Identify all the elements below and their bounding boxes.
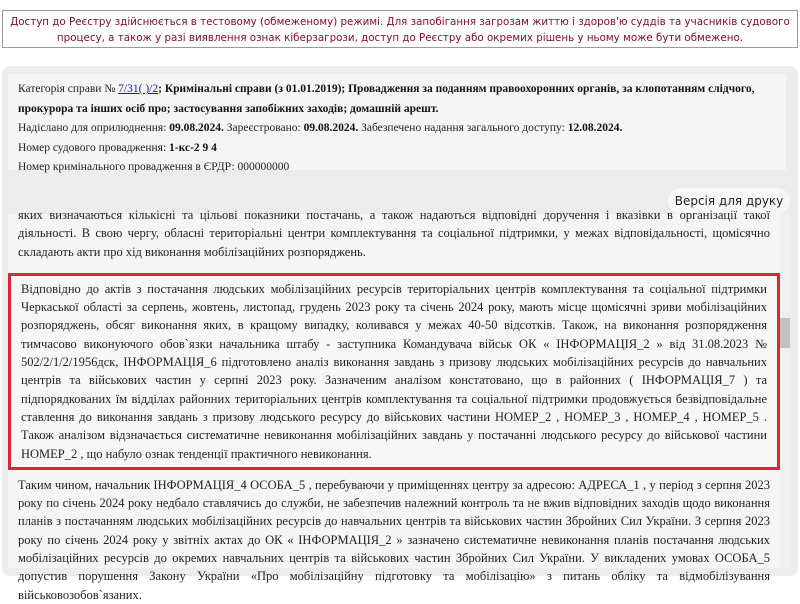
- paragraph: яких визначаються кількісні та цільові показники постачань, а також надаються відповідні доручення і вказівки в організації такої діяльності. В свою чергу, обласні територіальні центри комплектування та соціальної підтримки, у межах відповідальності, щомісячно складають акти про хід виконання мобілізаційних розпоряджень.: [18, 208, 770, 259]
- decision-text: [8, 208, 780, 602]
- dates-line: Надіслано для оприлюднення: 09.08.2024. Зареєстровано: 09.08.2024. Забезпечено надання загального доступу: 12.08.2024.: [18, 122, 623, 134]
- case-info: [8, 74, 786, 173]
- print-version-button[interactable]: Версія для друку: [668, 188, 790, 214]
- category-link[interactable]: 7/31( )/2: [118, 83, 159, 95]
- test-mode-banner: Доступ до Реєстру здійснюється в тестовому (обмеженому) режимі. Для запобігання загрозам життю і здоров'ю суддів та учасників судового процесу, а також у разі виявлення ознак кіберзагрози, доступ до Реєстру або окремих рішень у ньому може бути обмежено.: [2, 10, 798, 48]
- paragraph: Відповідно до актів з постачання людських мобілізаційних ресурсів територіальних центрів комплектування та соціальної підтримки Черкаської області за серпень, жовтень, листопад, грудень 2023 року та січень 2024 року, мають місце щомісячні зриви мобілізаційних розпоряджень, обсяг виконання яких, в кращому випадку, коливався у межах 40-50 відсотків. Також, на виконання розпорядження тимчасово виконуючого обов`язки начальника штабу - заступника Командувача військ ОК « ІНФОРМАЦІЯ_2 » від 31.08.2023 № 502/2/1/2/1956дск, ІНФОРМАЦІЯ_6 підготовлено аналіз виконання завдань з призову людських мобілізаційних ресурсів до навчальних центрів та військових частин у серпні 2023 року. Зазначеним аналізом констатовано, що в районних ( ІНФОРМАЦІЯ_7 ) та підпорядкованих їм відділах районних територіальних центрів комплектування та соціальної підтримки продовжується безвідповідальне ставлення до виконання завдань з призову людського ресурсу до військових частини НОМЕР_2 , НОМЕР_3 , НОМЕР_4 , НОМЕР_5 . Також аналізом відзначається систематичне невиконання мобілізаційних завдань у постачанні людського ресурсу до військової частини НОМЕР_2 , що набуло ознак тенденції практичного невиконання.: [21, 281, 767, 461]
- erdr-line: Номер кримінального провадження в ЄРДР: 000000000: [18, 161, 290, 173]
- case-number-line: Номер судового провадження: 1-кс-2 9 4: [18, 141, 217, 154]
- paragraph: Таким чином, начальник ІНФОРМАЦІЯ_4 ОСОБА_5 , перебуваючи у приміщеннях центру за адресою: АДРЕСА_1 , у період з серпня 2023 року по січень 2024 року недбало ставлячись до служби, не забезпечив належний контроль та не вжив відповідних заходів щодо виконання планів з постачанням людських мобілізаційних ресурсів до навчальних центрів та військових частин Збройних Сил України. З серпня 2023 року по січень 2024 року у звітніх актах до ОК « ІНФОРМАЦІЯ_2 » зазначено систематичне невиконання планів постачання людських мобілізаційних ресурсів до окремих навчальних центрів та військових частин Збройних Сил України. У викладених умовах ОСОБА_5 допустив порушення Закону України «Про мобілізаційну підготовку та мобілізацію» з питань обліку та відмобілізування військовозобов`язаних.: [18, 477, 770, 602]
- category-line: Категорія справи № 7/31( )/2; Кримінальні справи (з 01.01.2019); Провадження за поданням правоохоронних органів, за клопотанням слідчого, прокурора та інших осіб про; застосування запобіжних заходів; домашній арешт.: [18, 83, 755, 115]
- scrollbar-thumb[interactable]: [780, 318, 790, 348]
- scrollbar[interactable]: [780, 214, 790, 568]
- highlighted-paragraph: [8, 273, 780, 470]
